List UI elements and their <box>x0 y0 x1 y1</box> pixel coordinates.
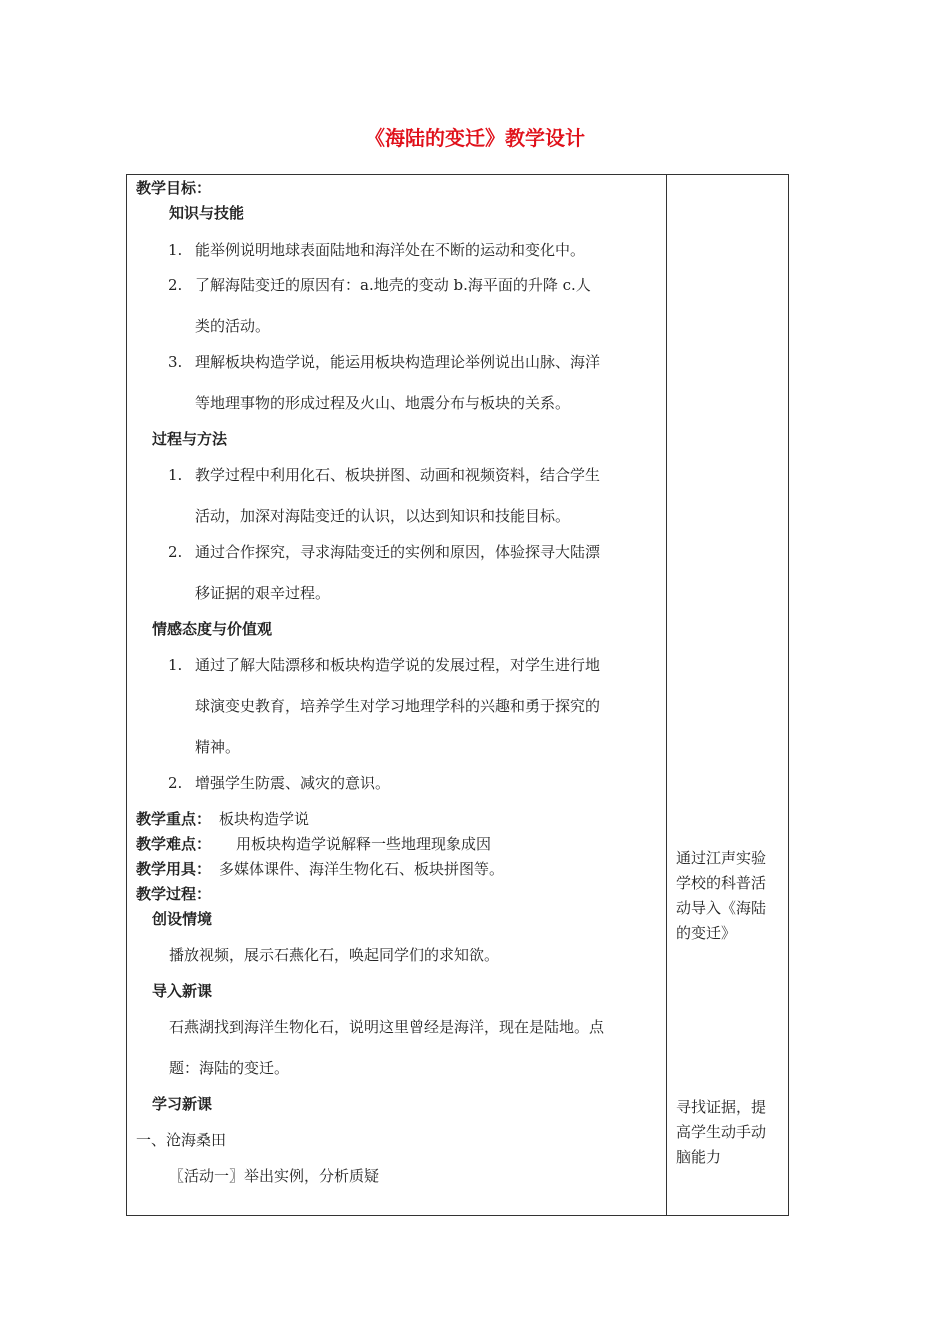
activity-text: 〖活动一〗举出实例，分析质疑 <box>169 1167 380 1185</box>
side-note-1-line-1: 通过江声实验 <box>676 849 767 867</box>
tools-label: 教学用具： <box>136 860 212 878</box>
side-note-1-line-3: 动导入《海陆 <box>676 899 767 917</box>
intro-line-1: 石燕湖找到海洋生物化石，说明这里曾经是海洋，现在是陆地。点 <box>169 1018 605 1036</box>
process-item-2-line-1: 通过合作探究，寻求海陆变迁的实例和原因，体验探寻大陆漂 <box>195 543 601 561</box>
section-heading: 一、沧海桑田 <box>136 1131 227 1149</box>
knowledge-item-3-line-1: 理解板块构造学说，能运用板块构造理论举例说出山脉、海洋 <box>195 353 601 371</box>
emotion-item-2-num: 2. <box>168 774 183 792</box>
scene-heading: 创设情境 <box>152 910 213 928</box>
emotion-item-1-line-3: 精神。 <box>195 738 241 756</box>
document-title: 《海陆的变迁》教学设计 <box>365 126 585 150</box>
process-item-1-num: 1. <box>168 466 183 484</box>
knowledge-item-1-num: 1. <box>168 241 183 259</box>
difficulty-label: 教学难点： <box>136 835 212 853</box>
emotion-heading: 情感态度与价值观 <box>152 620 273 638</box>
process-item-2-line-2: 移证据的艰辛过程。 <box>195 584 331 602</box>
emotion-item-1-num: 1. <box>168 656 183 674</box>
side-note-1-line-2: 学校的科普活 <box>676 874 767 892</box>
difficulty-text: 用板块构造学说解释一些地理现象成因 <box>236 835 492 853</box>
column-divider <box>666 174 667 1216</box>
learn-heading: 学习新课 <box>152 1095 213 1113</box>
knowledge-item-2-line-1: 了解海陆变迁的原因有：a.地壳的变动 b.海平面的升降 c.人 <box>195 276 591 294</box>
knowledge-item-1-line-1: 能举例说明地球表面陆地和海洋处在不断的运动和变化中。 <box>195 241 586 259</box>
tools-text: 多媒体课件、海洋生物化石、板块拼图等。 <box>219 860 505 878</box>
emotion-item-1-line-1: 通过了解大陆漂移和板块构造学说的发展过程，对学生进行地 <box>195 656 601 674</box>
intro-line-2: 题：海陆的变迁。 <box>169 1059 290 1077</box>
knowledge-item-3-line-2: 等地理事物的形成过程及火山、地震分布与板块的关系。 <box>195 394 571 412</box>
side-note-1-line-4: 的变迁》 <box>676 924 737 942</box>
key-point-label: 教学重点： <box>136 810 212 828</box>
process-item-1-line-1: 教学过程中利用化石、板块拼图、动画和视频资料，结合学生 <box>195 466 601 484</box>
key-point-text: 板块构造学说 <box>219 810 310 828</box>
process-item-2-num: 2. <box>168 543 183 561</box>
scene-text: 播放视频，展示石燕化石，唤起同学们的求知欲。 <box>169 946 500 964</box>
side-note-2-line-2: 高学生动手动 <box>676 1123 767 1141</box>
side-note-2-line-3: 脑能力 <box>676 1148 722 1166</box>
knowledge-item-2-line-2: 类的活动。 <box>195 317 271 335</box>
process-heading: 过程与方法 <box>152 430 228 448</box>
intro-heading: 导入新课 <box>152 982 213 1000</box>
process-item-1-line-2: 活动，加深对海陆变迁的认识，以达到知识和技能目标。 <box>195 507 571 525</box>
objectives-heading: 教学目标： <box>136 179 212 197</box>
knowledge-heading: 知识与技能 <box>169 204 245 222</box>
emotion-item-2-line-1: 增强学生防震、减灾的意识。 <box>195 774 391 792</box>
knowledge-item-2-num: 2. <box>168 276 183 294</box>
knowledge-item-3-num: 3. <box>168 353 183 371</box>
side-note-2-line-1: 寻找证据，提 <box>676 1098 767 1116</box>
emotion-item-1-line-2: 球演变史教育，培养学生对学习地理学科的兴趣和勇于探究的 <box>195 697 601 715</box>
procedure-heading: 教学过程： <box>136 885 212 903</box>
